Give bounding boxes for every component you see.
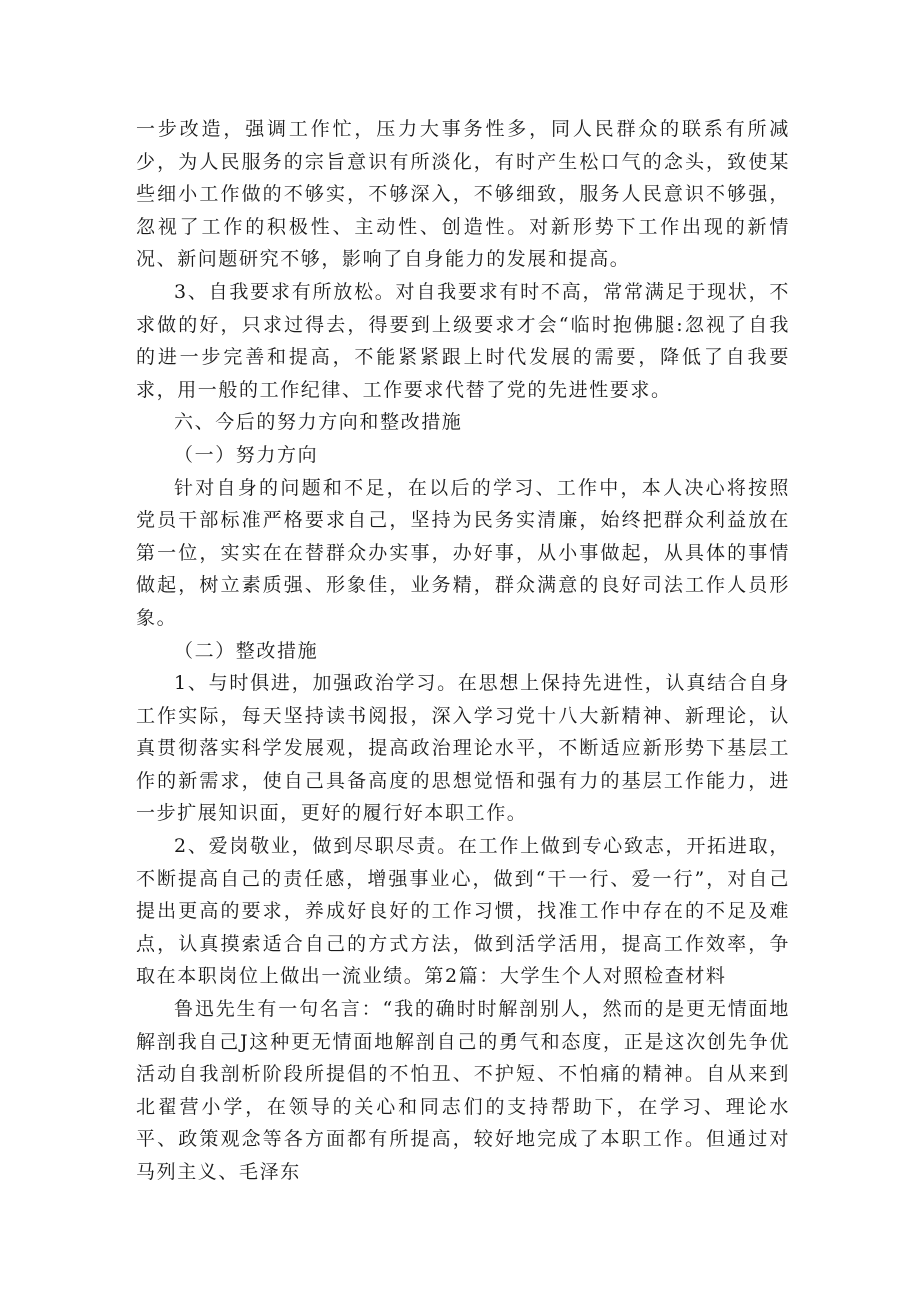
document-page xyxy=(136,113,790,1189)
body-paragraph: 1、与时俱进，加强政治学习。在思想上保持先进性，认真结合自身工作实际，每天坚持读书阅报，深入学习党十八大新精神、新理论，认真贯彻落实科学发展观，提高政治理论水平，不断适应新形势下基层工作的新需求，使自己具备高度的思想觉悟和强有力的基层工作能力，进一步扩展知识面，更好的履行好本职工作。 xyxy=(136,672,790,825)
subsection-heading: （二）整改措施 xyxy=(174,639,319,662)
subsection-heading: （一）努力方向 xyxy=(174,443,319,466)
body-paragraph: 针对自身的问题和不足，在以后的学习、工作中，本人决心将按照党员干部标准严格要求自己，坚持为民务实清廉，始终把群众利益放在第一位，实实在在替群众办实事，办好事，从小事做起，从具体的事情做起，树立素质强、形象佳，业务精，群众满意的良好司法工作人员形象。 xyxy=(136,476,790,629)
body-paragraph: 3、自我要求有所放松。对自我要求有时不高，常常满足于现状，不求做的好，只求过得去，得要到上级要求才会“临时抱佛腿:忽视了自我的进一步完善和提高，不能紧紧跟上时代发展的需要，降低了自我要求，用一般的工作纪律、工作要求代替了党的先进性要求。 xyxy=(136,280,790,401)
body-paragraph: 鲁迅先生有一句名言：“我的确时时解剖别人，然而的是更无情面地解剖我自己J这种更无情面地解剖自己的勇气和态度，正是这次创先争优活动自我剖析阶段所提倡的不怕丑、不护短、不怕痛的精神。自从来到北翟营小学，在领导的关心和同志们的支持帮助下，在学习、理论水平、政策观念等各方面都有所提高，较好地完成了本职工作。但通过对马列主义、毛泽东 xyxy=(136,998,790,1183)
body-paragraph: 一步改造，强调工作忙，压力大事务性多，同人民群众的联系有所减少，为人民服务的宗旨意识有所淡化，有时产生松口气的念头，致使某些细小工作做的不够实，不够深入，不够细致，服务人民意识不够强，忽视了工作的积极性、主动性、创造性。对新形势下工作出现的新情况、新问题研究不够，影响了自身能力的发展和提高。 xyxy=(136,118,790,271)
body-paragraph: 2、爱岗敬业，做到尽职尽责。在工作上做到专心致志，开拓进取，不断提高自己的责任感，增强事业心，做到“干一行、爱一行”，对自己提出更高的要求，养成好良好的工作习惯，找准工作中存在的不足及难点，认真摸索适合自己的方式方法，做到活学活用，提高工作效率，争取在本职岗位上做出一流业绩。第2篇：大学生个人对照检查材料 xyxy=(136,835,790,988)
section-heading: 六、今后的努力方向和整改措施 xyxy=(174,411,463,434)
